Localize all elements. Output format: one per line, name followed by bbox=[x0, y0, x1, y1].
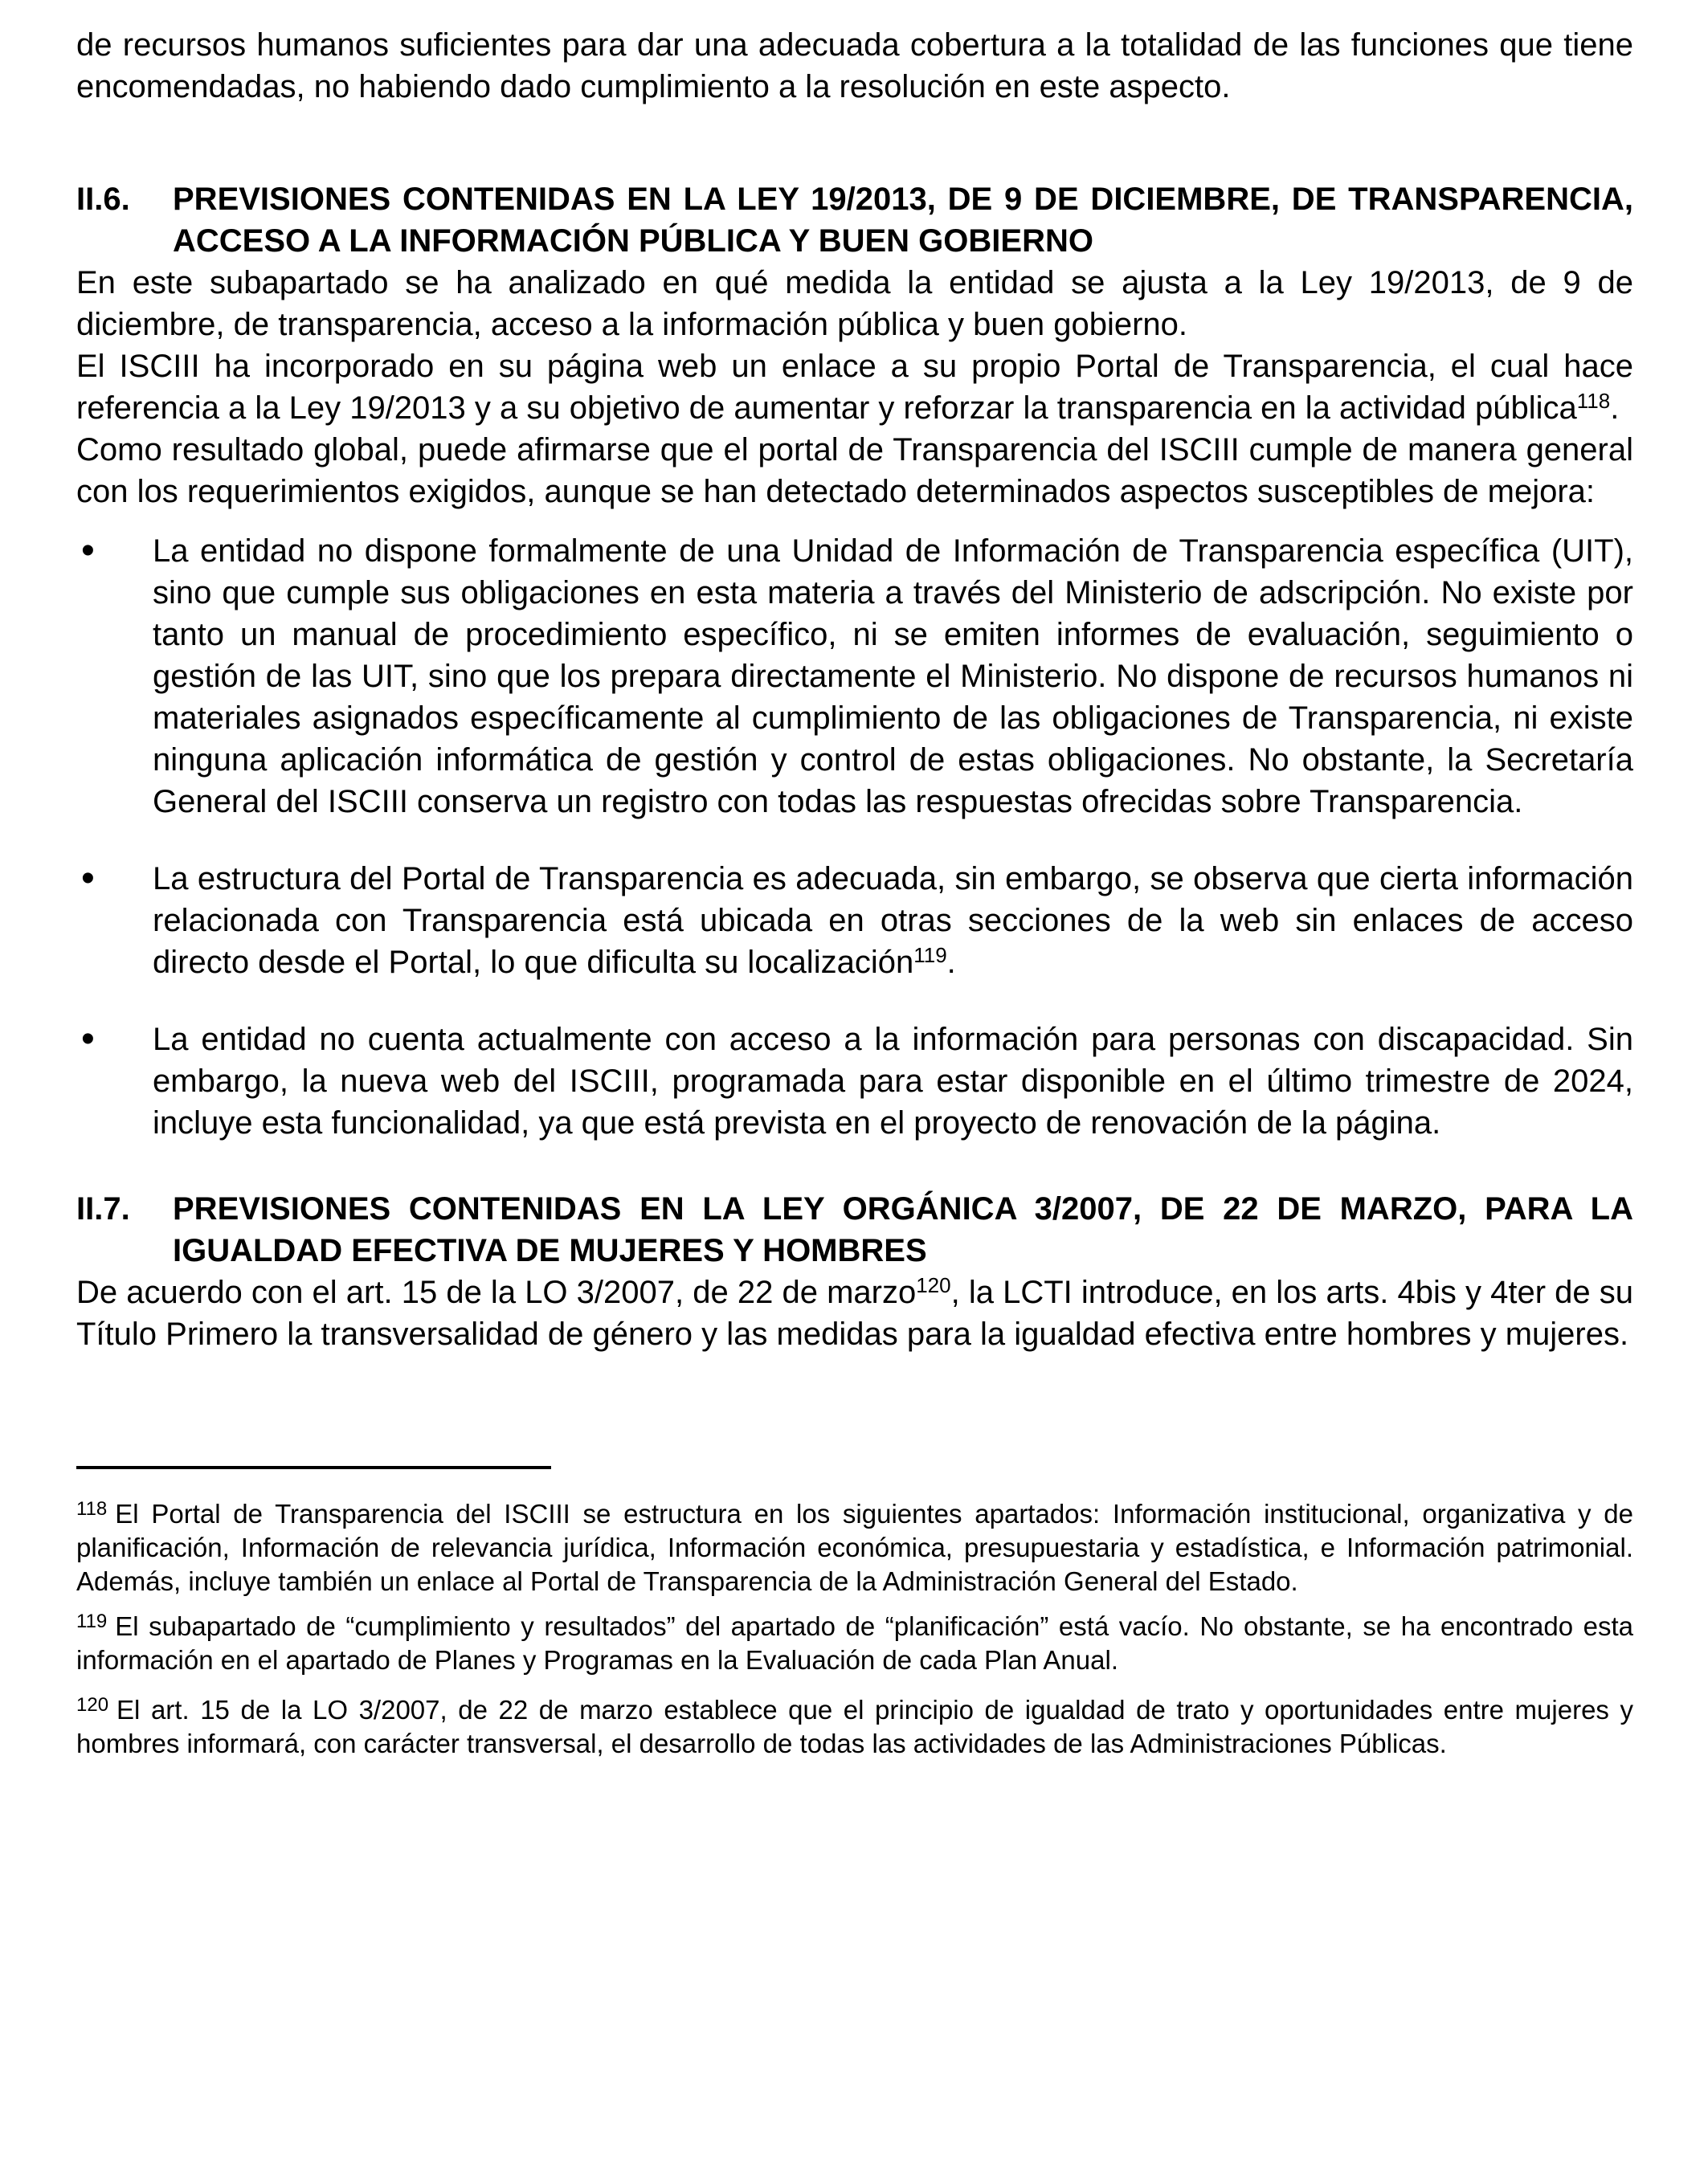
footnote-120 bbox=[76, 1693, 1633, 1761]
footnote-ref-118: 118 bbox=[1576, 389, 1611, 413]
bullet-text: La entidad no cuenta actualmente con acceso a la información para personas con discapacidad. Sin embargo, la nueva web del ISCIII, programada para estar disponible en el último trimestre de 2024, incluye esta funcionalidad, ya que está prevista en el proyecto de renovación de la página. bbox=[153, 1022, 1633, 1141]
footnote-118 bbox=[76, 1497, 1633, 1598]
footnote-text: El subapartado de “cumplimiento y resultados” del apartado de “planificación” está vacío. No obstante, se ha encontrado esta información en el apartado de Planes y Programas en la Evaluación de cada Plan Anual. bbox=[76, 1611, 1633, 1675]
bullet-text-after: . bbox=[946, 945, 956, 980]
footnote-ref-119: 119 bbox=[913, 943, 947, 967]
bullet-text: La estructura del Portal de Transparencia es adecuada, sin embargo, se observa que cierta información relacionada con Transparencia está ubicada en otras secciones de la web sin enlaces de acceso directo desde el Portal, lo que dificulta su localización bbox=[153, 861, 1633, 980]
bullet-item-accessibility bbox=[76, 1019, 1633, 1144]
bullet-list bbox=[76, 530, 1633, 1144]
footnote-ref-120: 120 bbox=[916, 1273, 951, 1297]
paragraph-igualdad bbox=[76, 1272, 1633, 1355]
footnote-119 bbox=[76, 1610, 1633, 1677]
footnote-number: 120 bbox=[76, 1694, 109, 1716]
section-title: PREVISIONES CONTENIDAS EN LA LEY ORGÁNICA 3/2007, DE 22 DE MARZO, PARA LA IGUALDAD EFECTIVA DE MUJERES Y HOMBRES bbox=[173, 1191, 1633, 1268]
paragraph-text: El ISCIII ha incorporado en su página web un enlace a su propio Portal de Transparencia, el cual hace referencia a la Ley 19/2013 y a su objetivo de aumentar y reforzar la transparencia en la actividad pública bbox=[76, 349, 1633, 426]
footnotes-section bbox=[76, 1466, 1633, 1761]
paragraph-result: Como resultado global, puede afirmarse que el portal de Transparencia del ISCIII cumple de manera general con los requerimientos exigidos, aunque se han detectado determinados aspectos susceptibles de mejora: bbox=[76, 432, 1633, 509]
paragraph-text-after: . bbox=[1610, 390, 1620, 426]
paragraph-text-after: , la LCTI introduce, en los arts. 4bis y 4ter de su Título Primero la transversalidad de género y las medidas para la igualdad efectiva entre hombres y mujeres. bbox=[76, 1275, 1633, 1352]
section-heading-ii7 bbox=[76, 1188, 1633, 1272]
section-title: PREVISIONES CONTENIDAS EN LA LEY 19/2013, DE 9 DE DICIEMBRE, DE TRANSPARENCIA, ACCESO A LA INFORMACIÓN PÚBLICA Y BUEN GOBIERNO bbox=[173, 182, 1633, 259]
footnote-number: 119 bbox=[76, 1611, 108, 1632]
bullet-item-uit bbox=[76, 530, 1633, 823]
footnote-text: El art. 15 de la LO 3/2007, de 22 de marzo establece que el principio de igualdad de trato y oportunidades entre mujeres y hombres informará, con carácter transversal, el desarrollo de todas las actividades de las Administraciones Públicas. bbox=[76, 1695, 1633, 1758]
footnote-separator bbox=[76, 1466, 551, 1469]
paragraph-scope: En este subapartado se ha analizado en qué medida la entidad se ajusta a la Ley 19/2013, de 9 de diciembre, de transparencia, acceso a la información pública y buen gobierno. bbox=[76, 265, 1633, 342]
bullet-marker: • bbox=[81, 529, 95, 572]
bullet-marker: • bbox=[81, 1018, 95, 1060]
section-number: II.6. bbox=[76, 182, 130, 217]
bullet-marker: • bbox=[81, 857, 95, 900]
bullet-text: La entidad no dispone formalmente de una Unidad de Información de Transparencia específica (UIT), sino que cumple sus obligaciones en esta materia a través del Ministerio de adscripción. No existe por tanto un manual de procedimiento específico, ni se emiten informes de evaluación, seguimiento o gestión de las UIT, sino que los prepara directamente el Ministerio. No dispone de recursos humanos ni materiales asignados específicamente al cumplimiento de las obligaciones de Transparencia, ni existe ninguna aplicación informática de gestión y control de estas obligaciones. No obstante, la Secretaría General del ISCIII conserva un registro con todas las respuestas ofrecidas sobre Transparencia. bbox=[153, 533, 1633, 819]
footnote-number: 118 bbox=[76, 1498, 108, 1520]
section-heading-ii6 bbox=[76, 178, 1633, 262]
bullet-item-structure bbox=[76, 858, 1633, 983]
paragraph-text: De acuerdo con el art. 15 de la LO 3/2007, de 22 de marzo bbox=[76, 1275, 917, 1310]
section-number: II.7. bbox=[76, 1191, 130, 1227]
footnote-text: El Portal de Transparencia del ISCIII se estructura en los siguientes apartados: Información institucional, organizativa y de planificación, Información de relevancia jurídica, Información económica, presupuestaria y estadística, e Información patrimonial. Además, incluye también un enlace al Portal de Transparencia de la Administración General del Estado. bbox=[76, 1499, 1633, 1596]
paragraph-continuation: de recursos humanos suficientes para dar una adecuada cobertura a la totalidad de las funciones que tiene encomendadas, no habiendo dado cumplimiento a la resolución en este aspecto. bbox=[76, 27, 1633, 104]
page-content bbox=[76, 24, 1633, 1761]
paragraph-portal-web bbox=[76, 345, 1633, 429]
